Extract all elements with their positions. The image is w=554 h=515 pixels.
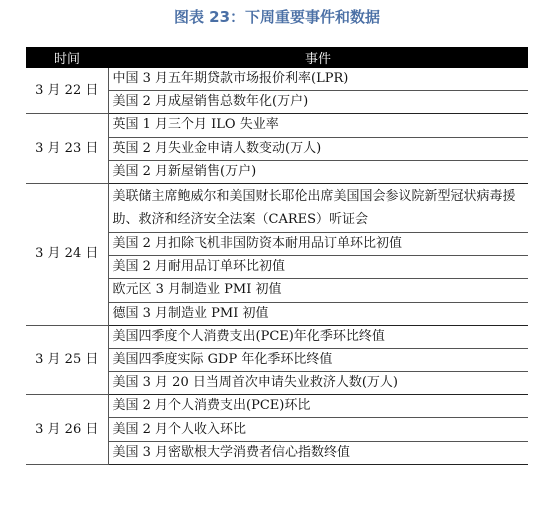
table-row xyxy=(26,395,528,418)
event-cell: 英国 2 月失业金申请人数变动(万人) xyxy=(108,137,528,160)
event-cell: 美国四季度个人消费支出(PCE)年化季环比终值 xyxy=(108,325,528,348)
date-cell: 3 月 26 日 xyxy=(26,395,108,465)
date-cell: 3 月 22 日 xyxy=(26,68,108,114)
event-cell: 美国 2 月扣除飞机非国防资本耐用品订单环比初值 xyxy=(108,232,528,255)
event-cell: 美国 3 月密歇根大学消费者信心指数终值 xyxy=(108,441,528,464)
event-cell: 德国 3 月制造业 PMI 初值 xyxy=(108,302,528,325)
date-cell: 3 月 25 日 xyxy=(26,325,108,395)
table-header-row xyxy=(26,47,528,68)
date-cell: 3 月 23 日 xyxy=(26,114,108,184)
event-cell: 中国 3 月五年期贷款市场报价利率(LPR) xyxy=(108,68,528,91)
event-cell: 美联储主席鲍威尔和美国财长耶伦出席美国国会参议院新型冠状病毒援助、救济和经济安全法案（CARES）听证会 xyxy=(108,183,528,232)
table-row xyxy=(26,68,528,91)
event-cell: 美国 2 月耐用品订单环比初值 xyxy=(108,256,528,279)
event-cell: 美国 3 月 20 日当周首次申请失业救济人数(万人) xyxy=(108,372,528,395)
event-cell: 美国 2 月成屋销售总数年化(万户) xyxy=(108,91,528,114)
table-row xyxy=(26,183,528,232)
event-cell: 美国 2 月个人消费支出(PCE)环比 xyxy=(108,395,528,418)
event-cell: 美国 2 月新屋销售(万户) xyxy=(108,160,528,183)
figure-title: 图表 23：下周重要事件和数据 xyxy=(173,8,381,26)
table-row xyxy=(26,114,528,137)
events-table xyxy=(26,47,528,465)
date-cell: 3 月 24 日 xyxy=(26,183,108,325)
event-cell: 英国 1 月三个月 ILO 失业率 xyxy=(108,114,528,137)
event-cell: 欧元区 3 月制造业 PMI 初值 xyxy=(108,279,528,302)
header-event: 事件 xyxy=(108,47,528,68)
header-date: 时间 xyxy=(26,47,108,68)
event-cell: 美国四季度实际 GDP 年化季环比终值 xyxy=(108,348,528,371)
event-cell: 美国 2 月个人收入环比 xyxy=(108,418,528,441)
table-row xyxy=(26,325,528,348)
